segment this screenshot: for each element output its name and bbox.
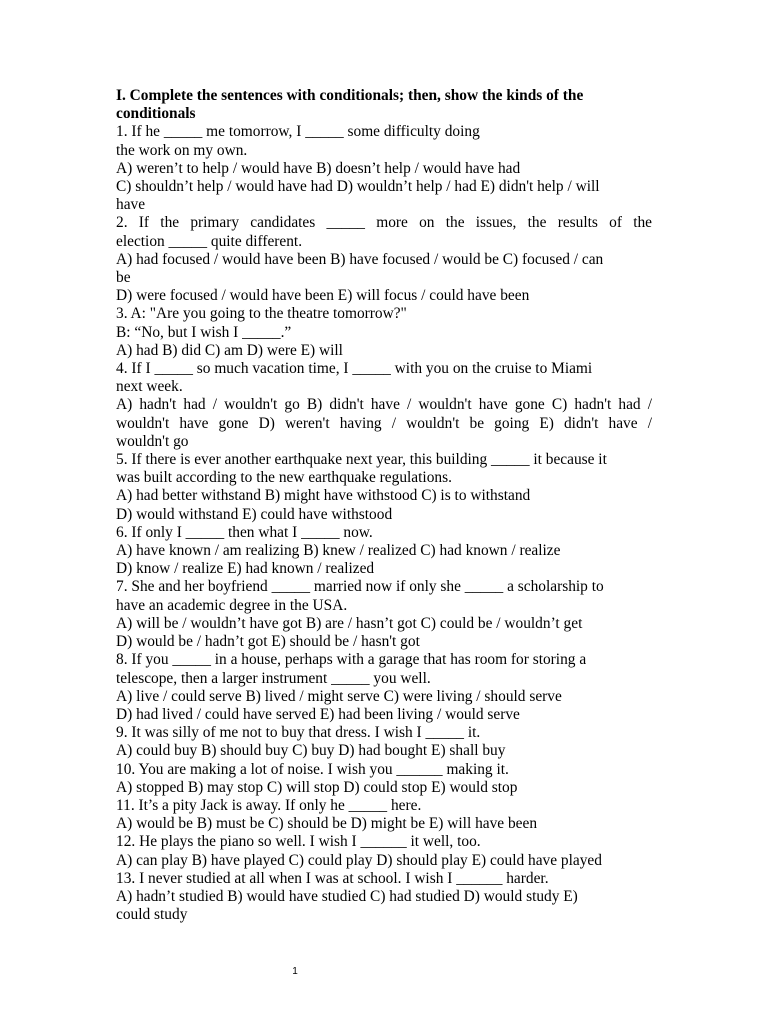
text-line: was built according to the new earthquake regulations. — [116, 469, 452, 487]
section-heading — [116, 87, 652, 123]
text-line: 3. A: "Are you going to the theatre tomorrow?" — [116, 305, 407, 323]
text-line: could study — [116, 906, 188, 924]
exercise-body — [116, 123, 652, 924]
text-line: 5. If there is ever another earthquake next year, this building _____ it because it — [116, 451, 607, 469]
text-line: A) hadn't had / wouldn't go B) didn't have / wouldn't have gone C) hadn't had / — [116, 396, 652, 414]
text-line: have — [116, 196, 146, 214]
text-line: the work on my own. — [116, 141, 248, 159]
text-line: next week. — [116, 378, 183, 396]
text-line: wouldn't go — [116, 432, 189, 450]
text-line: A) had better withstand B) might have withstood C) is to withstand — [116, 487, 531, 505]
text-line: 2. If the primary candidates _____ more on the issues, the results of the — [116, 214, 652, 232]
text-line: D) would be / hadn’t got E) should be / hasn't got — [116, 633, 420, 651]
text-line: 10. You are making a lot of noise. I wish you ______ making it. — [116, 760, 509, 778]
text-line: 6. If only I _____ then what I _____ now. — [116, 523, 373, 541]
text-line: 9. It was silly of me not to buy that dress. I wish I _____ it. — [116, 724, 481, 742]
text-line: 4. If I _____ so much vacation time, I _____ with you on the cruise to Miami — [116, 360, 593, 378]
text-line: A) had focused / would have been B) have focused / would be C) focused / can — [116, 250, 604, 268]
text-line: A) would be B) must be C) should be D) might be E) will have been — [116, 815, 538, 833]
text-line: be — [116, 269, 131, 287]
text-line: 13. I never studied at all when I was at school. I wish I ______ harder. — [116, 869, 549, 887]
text-line: A) could buy B) should buy C) buy D) had bought E) shall buy — [116, 742, 506, 760]
text-line: A) hadn’t studied B) would have studied C) had studied D) would study E) — [116, 887, 578, 905]
text-line: 7. She and her boyfriend _____ married now if only she _____ a scholarship to — [116, 578, 604, 596]
text-line: D) know / realize E) had known / realized — [116, 560, 375, 578]
text-line: 12. He plays the piano so well. I wish I ______ it well, too. — [116, 833, 481, 851]
text-line: 1. If he _____ me tomorrow, I _____ some difficulty doing — [116, 123, 480, 141]
text-line: A) stopped B) may stop C) will stop D) could stop E) would stop — [116, 778, 518, 796]
document-page — [116, 87, 652, 924]
text-line: 8. If you _____ in a house, perhaps with a garage that has room for storing a — [116, 651, 587, 669]
heading-line: conditionals — [116, 105, 196, 123]
text-line: B: “No, but I wish I _____.” — [116, 323, 292, 341]
page-number: 1 — [292, 966, 298, 977]
text-line: wouldn't have gone D) weren't having / wouldn't be going E) didn't have / — [116, 414, 652, 432]
text-line: C) shouldn’t help / would have had D) wouldn’t help / had E) didn't help / will — [116, 178, 600, 196]
text-line: A) live / could serve B) lived / might serve C) were living / should serve — [116, 687, 562, 705]
text-line: A) can play B) have played C) could play D) should play E) could have played — [116, 851, 602, 869]
heading-line: I. Complete the sentences with conditionals; then, show the kinds of the — [116, 87, 584, 104]
text-line: election _____ quite different. — [116, 232, 303, 250]
text-line: A) have known / am realizing B) knew / realized C) had known / realize — [116, 542, 561, 560]
text-line: A) had B) did C) am D) were E) will — [116, 341, 343, 359]
text-line: 11. It’s a pity Jack is away. If only he _____ here. — [116, 796, 422, 814]
text-line: D) were focused / would have been E) will focus / could have been — [116, 287, 530, 305]
text-line: D) would withstand E) could have withstood — [116, 505, 393, 523]
text-line: A) weren’t to help / would have B) doesn’t help / would have had — [116, 159, 521, 177]
text-line: have an academic degree in the USA. — [116, 596, 348, 614]
text-line: telescope, then a larger instrument _____ you well. — [116, 669, 431, 687]
text-line: D) had lived / could have served E) had been living / would serve — [116, 705, 520, 723]
text-line: A) will be / wouldn’t have got B) are / hasn’t got C) could be / wouldn’t get — [116, 614, 583, 632]
